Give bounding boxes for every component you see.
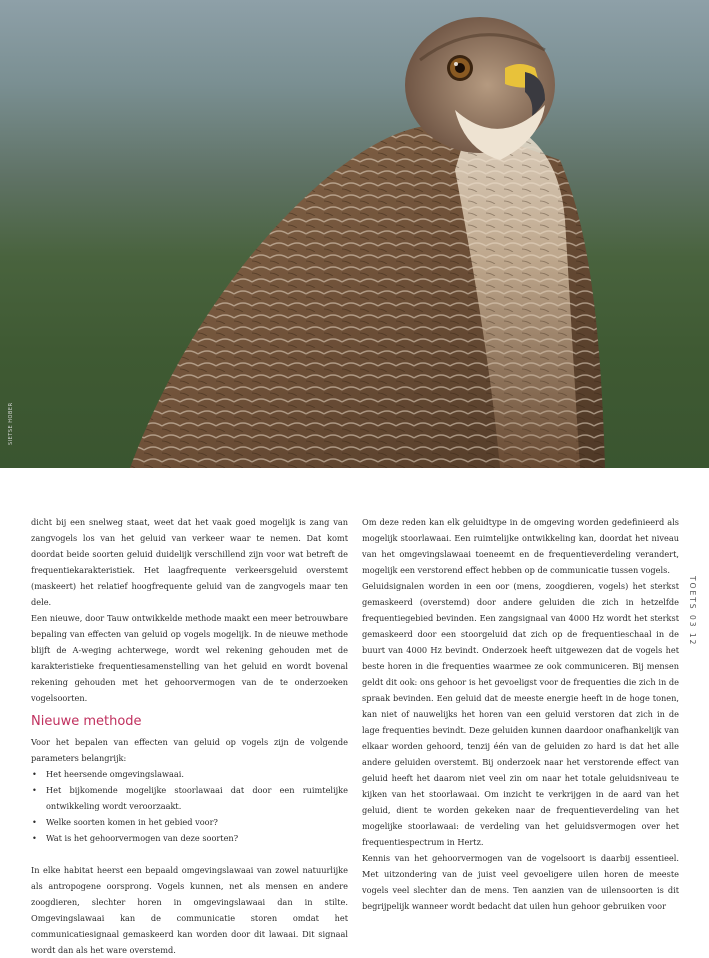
section-heading: Nieuwe methode [31,714,142,729]
list-item: • Welke soorten komen in het gebied voor? [31,814,348,830]
intro-paragraph-2: Een nieuwe, door Tauw ontwikkelde methode maakt een meer betrouwbare bepaling van effecten van geluid op vogels mogelijk. In de nieuwe methode blijft de A-weging achterwege, wordt wel rekening gehouden met de karakteristieke frequentiesamenstelling van het geluid en wordt bovenal rekening gehouden met het gehoorvermogen van de te onderzoeken vogelsoorten. [31,613,348,703]
parameter-list [31,766,348,846]
intro-paragraph-1: dicht bij een snelweg staat, weet dat het vaak goed mogelijk is zang van zangvogels los van het geluid van verkeer waar te nemen. Dat komt doordat beide soorten geluid duidelijk verschillend zijn voor wat betreft de frequentiekarakteristiek. Het laagfrequente verkeersgeluid overstemt (maskeert) het relatief hoogfrequente geluid van de zangvogels maar ten dele. [31,517,348,607]
buzzard-photo [0,0,709,468]
list-intro: Voor het bepalen van effecten van geluid op vogels zijn de volgende parameters belangrijk: [31,737,348,763]
body-paragraph-2: Geluidsignalen worden in een oor (mens, zoogdieren, vogels) het sterkst gemaskeerd (overstemd) door andere geluiden die zich in hetzelfde frequentiegebied bevinden. Een zangsignaal van 4000 Hz wordt het sterkst gemaskeerd door een stoorgeluid dat zich op de frequentieschaal in de buurt van 4000 Hz bevindt. Onderzoek heeft uitgewezen dat de vogels het beste horen in die frequenties waarmee ze ook communiceren. Bij mensen geldt dit ook: ons gehoor is het gevoeligst voor de frequenties die zich in de spraak bevinden. Een geluid dat de meeste energie heeft in de hoge tonen, kan niet of nauwelijks het horen van een geluid verstoren dat zich in de lage frequenties bevindt. Deze geluiden kunnen daardoor onafhankelijk van elkaar worden gehoord, tenzij één van de geluiden zo hard is dat het alle andere geluiden overstemt. Bij onderzoek naar het verstorende effect van geluid heeft het daarom niet veel zin om naar het totale geluidsniveau te kijken van het stoorlawaai. Om inzicht te verkrijgen in de aard van het geluid, dient te worden gekeken naar de frequentieverdeling van het mogelijke stoorlawaai: de verdeling van het geluidsvermogen over het frequentiespectrum in Hertz. [362,581,679,847]
list-item: • Het heersende omgevingslawaai. [31,766,348,782]
list-item: • Wat is het gehoorvermogen van deze soorten? [31,830,348,846]
list-item: • Het bijkomende mogelijke stoorlawaai dat door een ruimtelijke ontwikkeling wordt veroorzaakt. [31,782,348,814]
buzzard-illustration [0,0,709,468]
body-paragraph-1: Om deze reden kan elk geluidtype in de omgeving worden gedefinieerd als mogelijk stoorlawaai. Een ruimtelijke ontwikkeling kan, doordat het niveau van het omgevingslawaai toeneemt en de frequentieverdeling verandert, mogelijk een verstorend effect hebben op de communicatie tussen vogels. [362,517,679,575]
journal-page-label: TOETS 03 12 [688,576,697,647]
left-column [31,514,348,958]
closing-paragraph: In elke habitat heerst een bepaald omgevingslawaai van zowel natuurlijke als antropogene oorsprong. Vogels kunnen, net als mensen en andere zoogdieren, slechter horen in omgevingslawaai dan in stilte. Omgevingslawaai kan de communicatie storen omdat het communicatiesignaal gemaskeerd kan worden door dit lawaai. Dit signaal wordt dan als het ware overstemd. [31,865,348,955]
photo-credit: SIETSE HOBER [8,402,14,445]
right-column [362,514,679,914]
paragraph-spacer [31,846,348,862]
body-paragraph-3: Kennis van het gehoorvermogen van de vogelsoort is daarbij essentieel. Met uitzondering van de juist veel gevoeligere uilen horen de meeste vogels veel slechter dan de mens. Ten aanzien van de uilensoorten is dit begrijpelijk wanneer wordt bedacht dat uilen hun gehoor gebruiken voor [362,853,679,911]
